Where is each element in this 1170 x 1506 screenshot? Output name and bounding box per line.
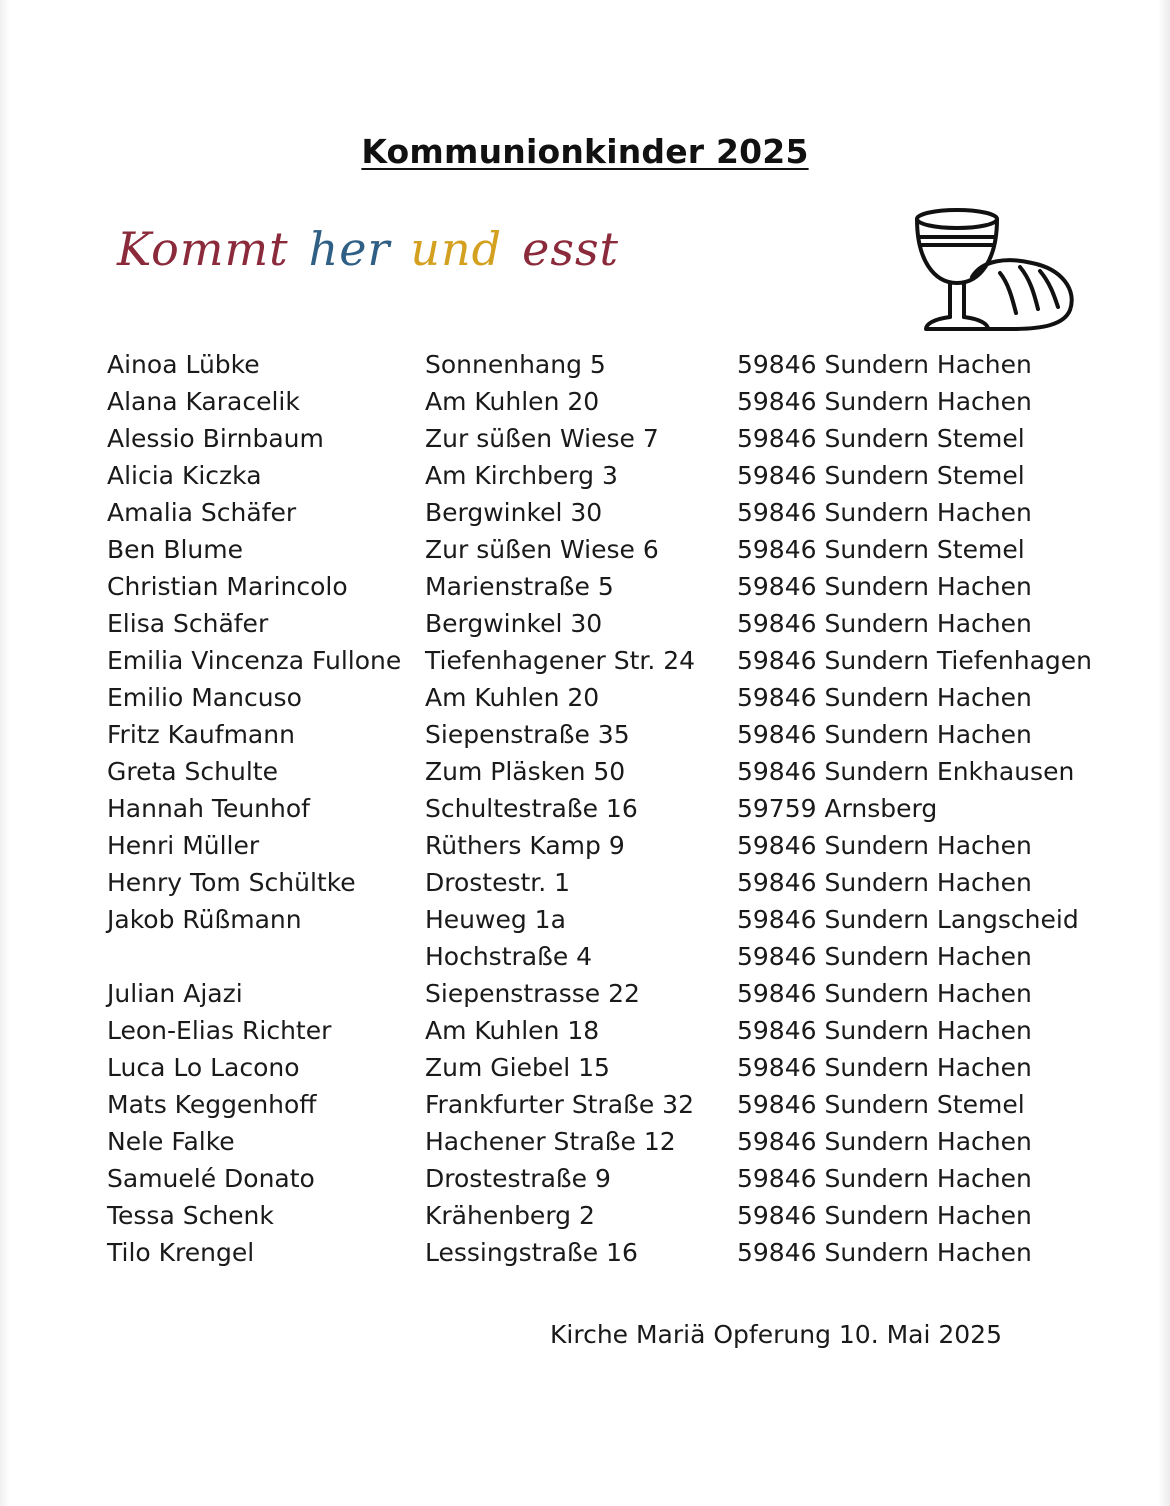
- participant-name: Elisa Schäfer: [107, 609, 269, 638]
- participant-name: Ainoa Lübke: [107, 350, 260, 379]
- participant-city: 59846 Sundern Hachen: [737, 387, 1032, 416]
- participant-name: Greta Schulte: [107, 757, 278, 786]
- list-item: [0, 720, 1170, 756]
- list-item: [0, 868, 1170, 904]
- list-item: [0, 461, 1170, 497]
- participant-city: 59846 Sundern Hachen: [737, 572, 1032, 601]
- list-item: [0, 572, 1170, 608]
- participant-street: Am Kuhlen 18: [425, 1016, 600, 1045]
- participant-street: Marienstraße 5: [425, 572, 614, 601]
- participant-street: Am Kuhlen 20: [425, 683, 600, 712]
- list-item: [0, 794, 1170, 830]
- participant-street: Zum Giebel 15: [425, 1053, 610, 1082]
- list-item: [0, 350, 1170, 386]
- participant-city: 59846 Sundern Hachen: [737, 979, 1032, 1008]
- participant-street: Hochstraße 4: [425, 942, 593, 971]
- motto-word: Kommt: [117, 222, 289, 276]
- participant-street: Frankfurter Straße 32: [425, 1090, 694, 1119]
- participant-street: Bergwinkel 30: [425, 498, 603, 527]
- page-title-text: Kommunionkinder 2025: [361, 132, 809, 171]
- participant-city: 59846 Sundern Hachen: [737, 831, 1032, 860]
- event-footer: Kirche Mariä Opferung 10. Mai 2025: [550, 1320, 1002, 1349]
- list-item: [0, 424, 1170, 460]
- participant-name: Hannah Teunhof: [107, 794, 310, 823]
- participant-street: Zur süßen Wiese 6: [425, 535, 659, 564]
- participant-name: Tessa Schenk: [107, 1201, 274, 1230]
- participant-city: 59846 Sundern Langscheid: [737, 905, 1079, 934]
- list-item: [0, 757, 1170, 793]
- list-item: [0, 498, 1170, 534]
- list-item: [0, 831, 1170, 867]
- participant-street: Siepenstrasse 22: [425, 979, 640, 1008]
- participant-city: 59846 Sundern Hachen: [737, 350, 1032, 379]
- participant-city: 59846 Sundern Hachen: [737, 942, 1032, 971]
- list-item: [0, 1053, 1170, 1089]
- list-item: [0, 683, 1170, 719]
- participant-street: Hachener Straße 12: [425, 1127, 676, 1156]
- motto-word: esst: [522, 222, 620, 276]
- participant-street: Lessingstraße 16: [425, 1238, 638, 1267]
- participant-name: Julian Ajazi: [107, 979, 243, 1008]
- list-item: [0, 1201, 1170, 1237]
- participant-street: Bergwinkel 30: [425, 609, 603, 638]
- list-item: [0, 979, 1170, 1015]
- participant-name: Luca Lo Lacono: [107, 1053, 300, 1082]
- participant-city: 59846 Sundern Stemel: [737, 424, 1025, 453]
- participant-city: 59846 Sundern Stemel: [737, 1090, 1025, 1119]
- list-item: [0, 387, 1170, 423]
- participant-name: Jakob Rüßmann: [107, 905, 302, 934]
- participant-name: Amalia Schäfer: [107, 498, 297, 527]
- participant-street: Sonnenhang 5: [425, 350, 606, 379]
- participant-street: Krähenberg 2: [425, 1201, 595, 1230]
- participant-city: 59846 Sundern Hachen: [737, 1053, 1032, 1082]
- participant-street: Drostestraße 9: [425, 1164, 611, 1193]
- list-item: [0, 905, 1170, 941]
- participant-name: Henry Tom Schültke: [107, 868, 356, 897]
- participant-street: Schultestraße 16: [425, 794, 638, 823]
- participant-city: 59846 Sundern Hachen: [737, 683, 1032, 712]
- list-item: [0, 609, 1170, 645]
- participant-street: Drostestr. 1: [425, 868, 571, 897]
- participant-name: Nele Falke: [107, 1127, 235, 1156]
- participant-name: Leon-Elias Richter: [107, 1016, 332, 1045]
- participant-city: 59759 Arnsberg: [737, 794, 938, 823]
- participant-city: 59846 Sundern Hachen: [737, 1201, 1032, 1230]
- participant-name: Samuelé Donato: [107, 1164, 315, 1193]
- participant-city: 59846 Sundern Hachen: [737, 609, 1032, 638]
- participant-name: Christian Marincolo: [107, 572, 348, 601]
- participant-city: 59846 Sundern Hachen: [737, 868, 1032, 897]
- participant-name: Mats Keggenhoff: [107, 1090, 317, 1119]
- list-item: [0, 1016, 1170, 1052]
- list-item: [0, 1127, 1170, 1163]
- participant-city: 59846 Sundern Hachen: [737, 498, 1032, 527]
- participant-street: Am Kirchberg 3: [425, 461, 618, 490]
- participant-city: 59846 Sundern Tiefenhagen: [737, 646, 1093, 675]
- participant-name: Tilo Krengel: [107, 1238, 255, 1267]
- participant-city: 59846 Sundern Hachen: [737, 720, 1032, 749]
- participant-city: 59846 Sundern Hachen: [737, 1127, 1032, 1156]
- list-item: [0, 1164, 1170, 1200]
- participant-name: Ben Blume: [107, 535, 243, 564]
- participant-name: Alicia Kiczka: [107, 461, 262, 490]
- participant-street: Rüthers Kamp 9: [425, 831, 625, 860]
- participant-city: 59846 Sundern Enkhausen: [737, 757, 1075, 786]
- participant-street: Am Kuhlen 20: [425, 387, 600, 416]
- motto: [117, 222, 639, 276]
- participant-name: Alana Karacelik: [107, 387, 300, 416]
- participant-city: 59846 Sundern Hachen: [737, 1238, 1032, 1267]
- participant-city: 59846 Sundern Hachen: [737, 1164, 1032, 1193]
- participant-city: 59846 Sundern Stemel: [737, 461, 1025, 490]
- participant-street: Heuweg 1a: [425, 905, 566, 934]
- chalice-and-bread-icon: [912, 205, 1077, 340]
- participant-city: 59846 Sundern Hachen: [737, 1016, 1032, 1045]
- participant-street: Tiefenhagener Str. 24: [425, 646, 696, 675]
- list-item: [0, 1238, 1170, 1274]
- participant-street: Siepenstraße 35: [425, 720, 630, 749]
- participant-name: Henri Müller: [107, 831, 260, 860]
- participant-city: 59846 Sundern Stemel: [737, 535, 1025, 564]
- motto-word: her: [308, 222, 391, 276]
- list-item: [0, 535, 1170, 571]
- list-item: [0, 646, 1170, 682]
- participant-name: Emilio Mancuso: [107, 683, 302, 712]
- participant-street: Zum Pläsken 50: [425, 757, 626, 786]
- page-title: [0, 132, 1170, 171]
- participant-name: Emilia Vincenza Fullone: [107, 646, 402, 675]
- participant-name: Alessio Birnbaum: [107, 424, 324, 453]
- participant-street: Zur süßen Wiese 7: [425, 424, 659, 453]
- participant-name: Fritz Kaufmann: [107, 720, 295, 749]
- list-item: [0, 1090, 1170, 1126]
- list-item: [0, 942, 1170, 978]
- motto-word: und: [410, 222, 503, 276]
